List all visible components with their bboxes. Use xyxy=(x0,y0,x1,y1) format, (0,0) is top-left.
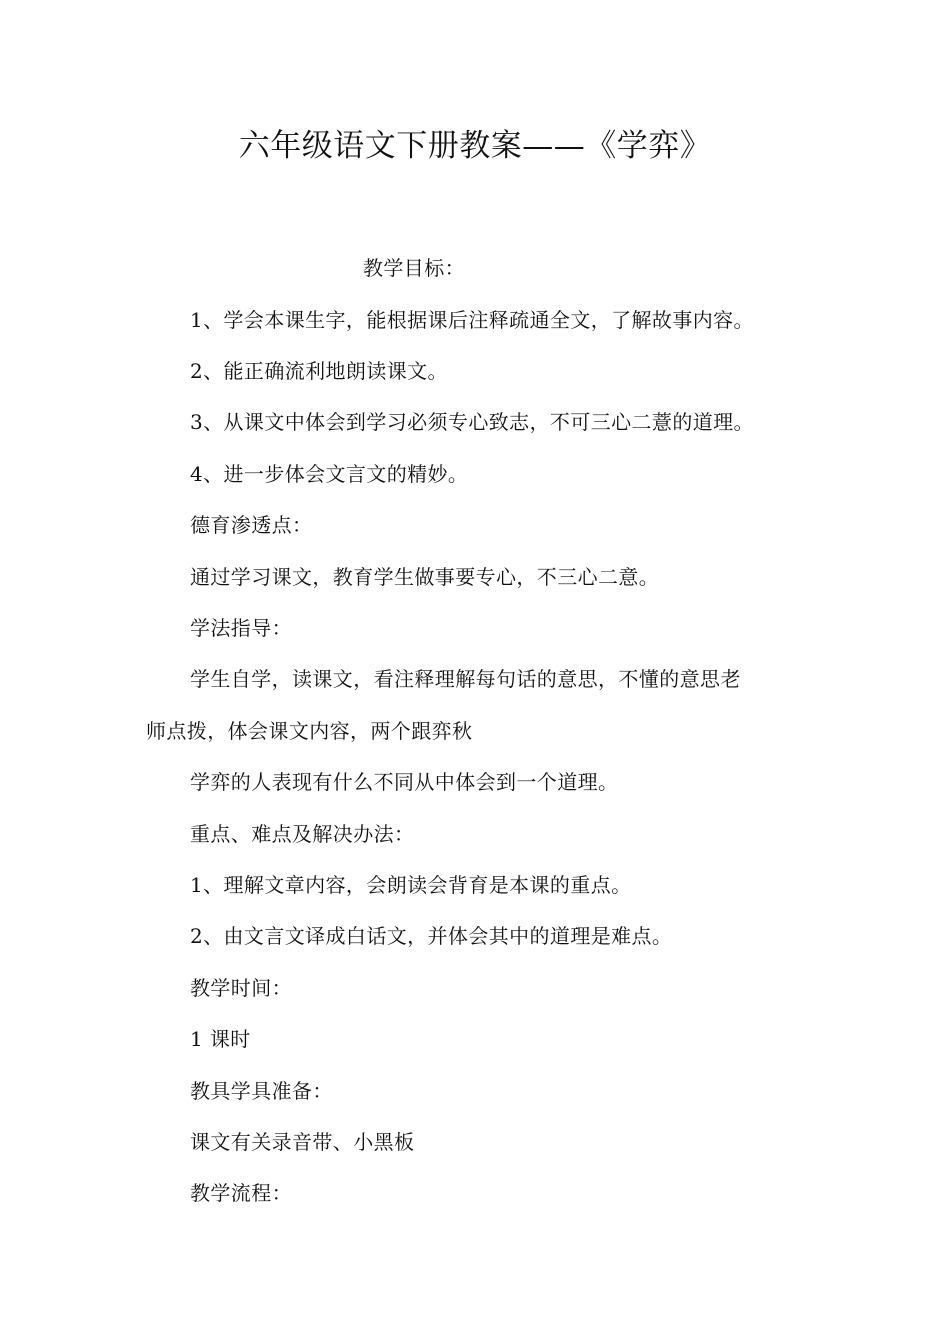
objective-item-3: 3、从课文中体会到学习必须专心致志，不可三心二薏的道理。 xyxy=(190,410,754,434)
key-point-2: 2、由文言文译成白话文，并体会其中的道理是难点。 xyxy=(190,924,673,948)
tools-text: 课文有关录音带、小黑板 xyxy=(190,1130,415,1154)
method-text-line-1: 学生自学，读课文，看注释理解每句话的意思，不懂的意思老 xyxy=(190,667,741,691)
time-text: 1 课时 xyxy=(190,1027,251,1051)
method-heading: 学法指导： xyxy=(190,616,292,640)
document-title: 六年级语文下册教案——《学弈》 xyxy=(238,128,712,164)
objective-item-2: 2、能正确流利地朗读课文。 xyxy=(190,359,448,383)
method-text-line-3: 学弈的人表现有什么不同从中体会到一个道理。 xyxy=(190,770,619,794)
moral-heading: 德育渗透点： xyxy=(190,513,313,537)
process-heading: 教学流程： xyxy=(190,1181,292,1205)
moral-text: 通过学习课文，教育学生做事要专心，不三心二意。 xyxy=(190,565,660,589)
key-point-1: 1、理解文章内容，会朗读会背育是本课的重点。 xyxy=(190,873,632,897)
objective-item-1: 1、学会本课生字，能根据课后注释疏通全文，了解故事内容。 xyxy=(190,308,754,332)
key-heading: 重点、难点及解决办法： xyxy=(190,822,415,846)
method-text-line-2: 师点拨，体会课文内容，两个跟弈秋 xyxy=(146,719,473,743)
objective-item-4: 4、进一步体会文言文的精妙。 xyxy=(190,462,469,486)
time-heading: 教学时间： xyxy=(190,976,292,1000)
objectives-heading: 教学目标： xyxy=(363,256,465,280)
tools-heading: 教具学具准备： xyxy=(190,1079,333,1103)
